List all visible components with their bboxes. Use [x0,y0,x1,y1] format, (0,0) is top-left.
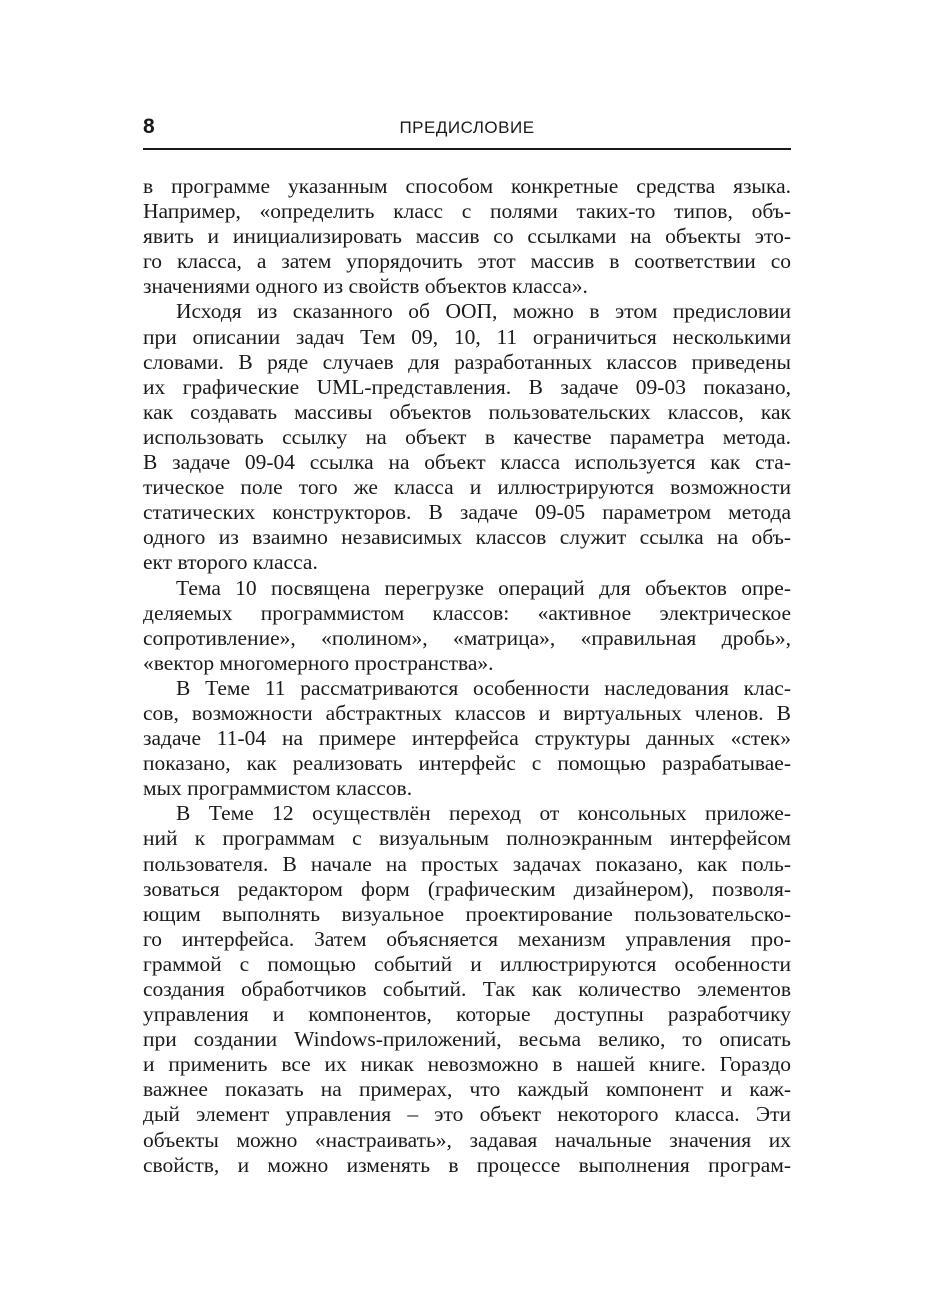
text-line: показано, как реализовать интерфейс с помощью разрабатывае- [143,751,791,776]
text-line: создания обработчиков событий. Так как количество элементов [143,977,791,1001]
text-line: объекты можно «настраивать», задавая начальные значения их [143,1127,791,1152]
text-line: задаче 11-04 на примере интерфейса структуры данных «стек» [143,726,791,751]
text-line: В Теме 11 рассматриваются особенности наследования клас- [176,675,791,700]
text-line: го класса, а затем упорядочить этот массив в соответствии со [143,249,791,274]
text-line: в программе указанным способом конкретные средства языка. [143,174,791,198]
text-line: Например, «определить класс с полями таких-то типов, объ- [143,199,791,224]
text-line: значениями одного из свойств объектов класса». [143,274,588,299]
text-line: и применить все их никак невозможно в нашей книге. Гораздо [143,1052,791,1077]
text-line: деляемых программистом классов: «активное электрическое [143,600,791,625]
text-line: при описании задач Тем 09, 10, 11 ограничиться несколькими [143,324,791,349]
text-line: словами. В ряде случаев для разработанных классов приведены [143,349,791,374]
text-line: В Теме 12 осуществлён переход от консольных приложе- [176,801,791,826]
paragraph-2 [143,299,791,575]
text-line: свойств, и можно изменять в процессе выполнения програм- [143,1152,791,1177]
paragraph-5 [143,801,791,1177]
text-line: при создании Windows-приложений, весьма велико, то описать [143,1027,791,1052]
text-line: В задаче 09-04 ссылка на объект класса используется как ста- [143,450,791,475]
text-line: тическое поле того же класса и иллюстрируются возможности [143,475,791,500]
text-line: го интерфейса. Затем объясняется механизм управления про- [143,926,791,951]
text-line: граммой с помощью событий и иллюстрируются особенности [143,951,791,976]
text-line: ний к программам с визуальным полноэкранным интерфейсом [143,826,791,851]
body-text [143,174,791,1178]
page-number: 8 [143,115,155,138]
text-line: использовать ссылку на объект в качестве параметра метода. [143,424,791,449]
text-line: явить и инициализировать массив со ссылками на объекты это- [143,224,791,249]
text-line: как создавать массивы объектов пользовательских классов, как [143,399,791,424]
page-header [143,112,791,150]
book-page [143,112,791,1178]
running-head: ПРЕДИСЛОВИЕ [399,118,535,137]
text-line: управления и компонентов, которые доступны разработчику [143,1002,791,1027]
text-line: ющим выполнять визуальное проектирование пользовательско- [143,901,791,926]
text-line: важнее показать на примерах, что каждый компонент и каж- [143,1077,791,1102]
text-line: дый элемент управления – это объект некоторого класса. Эти [143,1102,791,1127]
paragraph-4 [143,676,791,801]
text-line: одного из взаимно независимых классов служит ссылка на объ- [143,525,791,550]
text-line: «вектор многомерного пространства». [143,650,494,675]
text-line: статических конструкторов. В задаче 09-05 параметром метода [143,500,791,525]
text-line: Исходя из сказанного об ООП, можно в этом предисловии [176,299,791,324]
paragraph-3 [143,576,791,676]
text-line: ект второго класса. [143,550,318,575]
text-line: мых программистом классов. [143,776,413,801]
text-line: их графические UML-представления. В задаче 09-03 показано, [143,374,791,399]
text-line: Тема 10 посвящена перегрузке операций для объектов опре- [176,575,791,600]
text-line: сов, возможности абстрактных классов и виртуальных членов. В [143,700,791,725]
text-line: зоваться редактором форм (графическим дизайнером), позволя- [143,876,791,901]
text-line: пользователя. В начале на простых задачах показано, как поль- [143,851,791,876]
text-line: сопротивление», «полином», «матрица», «правильная дробь», [143,625,791,650]
paragraph-1 [143,174,791,299]
